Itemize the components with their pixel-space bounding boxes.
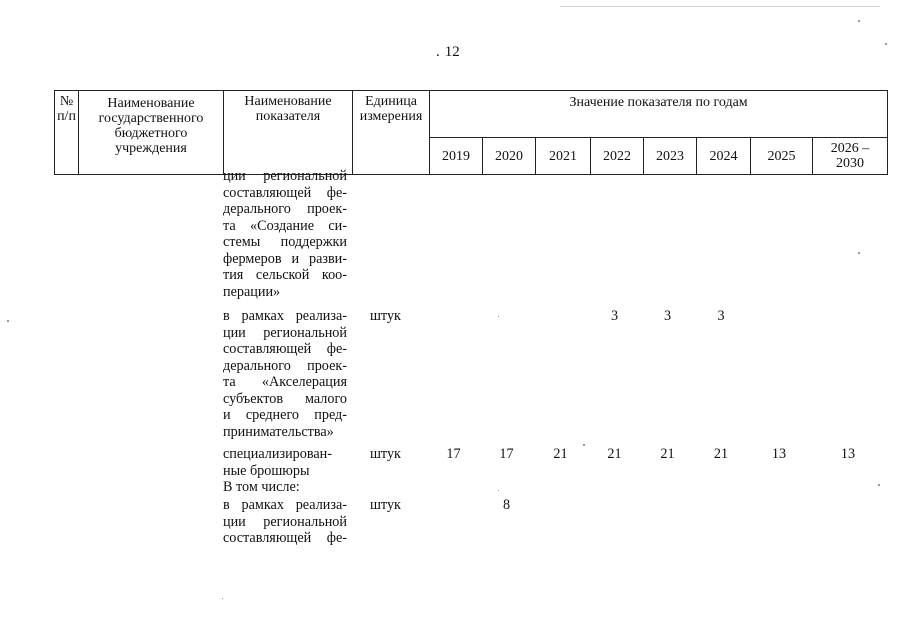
header-year-2021: 2021 (536, 138, 591, 175)
scan-speck (583, 444, 585, 446)
indicator-block-1 (223, 168, 347, 300)
indicator-block-4 (223, 497, 347, 547)
indicator-block-3 (223, 446, 347, 496)
header-year-2019: 2019 (430, 138, 483, 175)
indicator-line: перации» (223, 283, 281, 300)
indicator-line: принимательства» (223, 423, 334, 440)
row-2-value-2024: 21 (713, 446, 729, 462)
scan-speck (498, 316, 499, 317)
header-year-2022: 2022 (591, 138, 644, 175)
header-year-2026-2030: 2026 – 2030 (813, 138, 888, 175)
row-1-value-2022: 3 (610, 308, 619, 324)
row-2-value-2023: 21 (660, 446, 675, 462)
indicator-line: ции региональной (223, 168, 347, 184)
row-2-value-2026-2030: 13 (840, 446, 856, 462)
row-3-unit: штук (370, 497, 401, 513)
scan-speck (222, 598, 223, 599)
scan-line (560, 6, 880, 7)
indicator-line: дерального проек- (223, 201, 347, 217)
indicator-line: составляющей фе- (223, 341, 347, 357)
scan-speck (498, 490, 499, 491)
indicator-line: В том числе: (223, 479, 300, 495)
header-values-title: Значение показателя по годам (430, 91, 888, 138)
header-year-2025: 2025 (751, 138, 813, 175)
scan-speck (858, 20, 860, 22)
header-year-2024: 2024 (697, 138, 751, 175)
scan-speck (858, 252, 860, 254)
row-2-value-2019: 17 (446, 446, 461, 462)
row-1-value-2024: 3 (717, 308, 725, 324)
indicator-line: в рамках реализа- (223, 308, 347, 324)
indicator-line: ции региональной (223, 324, 347, 341)
row-2-value-2025: 13 (771, 446, 787, 462)
indicator-block-2 (223, 308, 347, 440)
indicator-line: стемы поддержки (223, 234, 347, 250)
scan-speck (7, 320, 9, 322)
row-1-unit: штук (370, 308, 401, 324)
row-2-unit: штук (370, 446, 401, 462)
scan-speck (878, 484, 880, 486)
header-institution: Наименование государственного бюджетного учреждения (79, 91, 224, 175)
indicator-table-header (54, 90, 888, 175)
header-year-2023: 2023 (644, 138, 697, 175)
row-2-value-2022: 21 (607, 446, 622, 462)
indicator-line: ные брошюры (223, 462, 310, 479)
indicator-line: тия сельской коо- (223, 267, 347, 283)
indicator-line: составляющей фе- (223, 530, 347, 546)
indicator-line: субъектов малого (223, 390, 347, 407)
header-num: № п/п (55, 91, 79, 175)
scan-speck (885, 43, 887, 45)
indicator-line: фермеров и разви- (223, 250, 347, 267)
indicator-line: дерального проек- (223, 357, 347, 374)
header-year-2020: 2020 (483, 138, 536, 175)
row-1-value-2023: 3 (663, 308, 672, 324)
row-3-value-2020: 8 (502, 497, 511, 513)
indicator-line: составляющей фе- (223, 184, 347, 201)
indicator-line: та «Создание си- (223, 217, 347, 234)
indicator-line: в рамках реализа- (223, 497, 347, 513)
indicator-line: и среднего пред- (223, 407, 347, 423)
row-2-value-2021: 21 (553, 446, 568, 462)
header-unit: Единица измерения (353, 91, 430, 175)
indicator-line: специализирован- (223, 446, 332, 462)
page-number: . 12 (436, 44, 460, 60)
indicator-line: ции региональной (223, 513, 347, 530)
indicator-line: та «Акселерация (223, 374, 347, 390)
header-indicator: Наименование показателя (224, 91, 353, 175)
row-2-value-2020: 17 (499, 446, 514, 462)
